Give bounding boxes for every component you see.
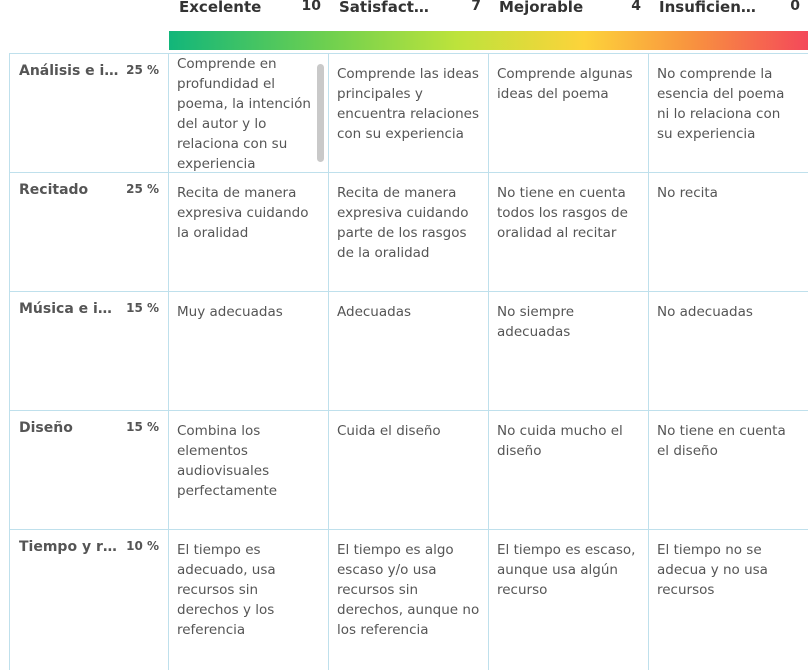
criterion-row <box>9 292 808 411</box>
rubric-cell[interactable]: No comprende la esencia del poema ni lo relaciona con su experiencia <box>648 54 808 172</box>
criterion-header[interactable] <box>9 530 168 670</box>
criterion-name: Música e i… <box>19 301 112 317</box>
criterion-weight: 10 % <box>126 539 159 553</box>
level-label: Satisfact… <box>339 0 429 16</box>
rubric-cell[interactable]: No cuida mucho el diseño <box>488 411 648 529</box>
criterion-row <box>9 411 808 530</box>
level-points: 10 <box>301 0 321 14</box>
rubric-cell[interactable]: Muy adecuadas <box>168 292 328 410</box>
criterion-weight: 25 % <box>126 63 159 77</box>
criterion-weight: 25 % <box>126 182 159 196</box>
rubric-cell[interactable]: Comprende algunas ideas del poema <box>488 54 648 172</box>
level-label: Mejorable <box>499 0 584 16</box>
criterion-header[interactable] <box>9 292 168 410</box>
rubric-cell[interactable]: No adecuadas <box>648 292 808 410</box>
criterion-row <box>9 530 808 670</box>
level-points: 0 <box>790 0 800 14</box>
cell-scrollbar[interactable] <box>317 64 324 162</box>
criterion-row <box>9 54 808 173</box>
rubric-cell[interactable]: No siempre adecuadas <box>488 292 648 410</box>
rubric-table <box>9 53 808 670</box>
criterion-row <box>9 173 808 292</box>
rubric-cell[interactable]: El tiempo es algo escaso y/o usa recursos sin derechos, aunque no los referencia <box>328 530 488 670</box>
rubric-cell[interactable]: Combina los elementos audiovisuales perfectamente <box>168 411 328 529</box>
level-points: 7 <box>471 0 481 14</box>
level-points: 4 <box>631 0 641 14</box>
score-gradient-bar <box>169 31 808 50</box>
criterion-name: Recitado <box>19 182 89 198</box>
criterion-header[interactable] <box>9 173 168 291</box>
criterion-header[interactable] <box>9 411 168 529</box>
level-header-satisfactorio[interactable] <box>329 0 489 18</box>
level-header-mejorable[interactable] <box>489 0 649 18</box>
rubric-cell[interactable]: Adecuadas <box>328 292 488 410</box>
rubric-cell[interactable]: No tiene en cuenta el diseño <box>648 411 808 529</box>
rubric-cell[interactable]: Recita de manera expresiva cuidando parte de los rasgos de la oralidad <box>328 173 488 291</box>
level-header-excelente[interactable] <box>169 0 329 18</box>
rubric-cell[interactable]: No tiene en cuenta todos los rasgos de oralidad al recitar <box>488 173 648 291</box>
rubric-cell[interactable]: Cuida el diseño <box>328 411 488 529</box>
criterion-weight: 15 % <box>126 420 159 434</box>
criterion-weight: 15 % <box>126 301 159 315</box>
rubric-cell[interactable]: El tiempo no se adecua y no usa recursos <box>648 530 808 670</box>
cell-text: Comprende en profundidad el poema, la intención del autor y lo relaciona con su experiencia <box>177 56 311 172</box>
criterion-name: Análisis e i… <box>19 63 119 79</box>
rubric-cell[interactable]: Recita de manera expresiva cuidando la oralidad <box>168 173 328 291</box>
criterion-name: Tiempo y r… <box>19 539 117 555</box>
level-label: Excelente <box>179 0 262 16</box>
rubric-cell[interactable]: El tiempo es escaso, aunque usa algún recurso <box>488 530 648 670</box>
rubric-cell[interactable]: No recita <box>648 173 808 291</box>
level-label: Insuficien… <box>659 0 756 16</box>
rubric-cell[interactable] <box>168 54 328 172</box>
level-header-insuficiente[interactable] <box>649 0 808 18</box>
criterion-header[interactable] <box>9 54 168 172</box>
criterion-name: Diseño <box>19 420 73 436</box>
rubric-cell[interactable]: Comprende las ideas principales y encuentra relaciones con su experiencia <box>328 54 488 172</box>
rubric-cell[interactable]: El tiempo es adecuado, usa recursos sin derechos y los referencia <box>168 530 328 670</box>
